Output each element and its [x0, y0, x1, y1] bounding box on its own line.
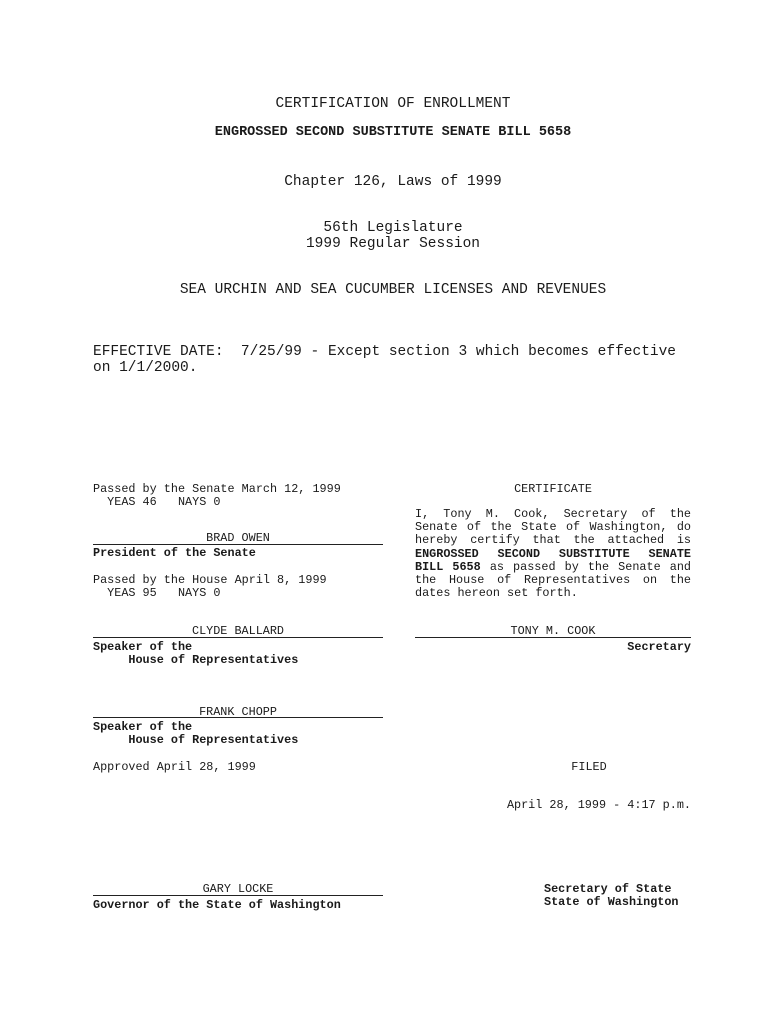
certificate-heading: CERTIFICATE — [514, 482, 592, 496]
legislature-line: 56th Legislature — [323, 220, 463, 236]
house-title-2a: Speaker of the — [93, 720, 193, 734]
secretary-signature-line — [415, 637, 691, 638]
filed-datetime: April 28, 1999 - 4:17 p.m. — [506, 798, 691, 812]
senate-signature-line — [93, 544, 383, 545]
bill-subject: SEA URCHIN AND SEA CUCUMBER LICENSES AND REVENUES — [179, 282, 607, 298]
senate-signer: BRAD OWEN — [206, 531, 270, 545]
secretary-of-state-line2: State of Washington — [544, 895, 679, 909]
house-passed: Passed by the House April 8, 1999 — [93, 573, 327, 587]
senate-passed: Passed by the Senate March 12, 1999 — [93, 482, 341, 496]
secretary-title: Secretary — [627, 640, 691, 654]
governor-title: Governor of the State of Washington — [93, 898, 341, 912]
house-title-1b: House of Representatives — [93, 653, 299, 667]
house-signer-2: FRANK CHOPP — [199, 705, 277, 719]
certificate-bill-name: ENGROSSED SECOND SUBSTITUTE SENATE BILL 5658 — [415, 546, 691, 574]
house-signer-1: CLYDE BALLARD — [191, 624, 285, 638]
governor-signature-line — [93, 895, 383, 896]
secretary-of-state-line1: Secretary of State — [544, 882, 672, 896]
chapter-line: Chapter 126, Laws of 1999 — [284, 174, 502, 190]
senate-votes: YEAS 46 NAYS 0 — [93, 495, 221, 509]
certificate-body — [415, 508, 691, 600]
effective-date-line1: EFFECTIVE DATE: 7/25/99 - Except section 3 which becomes effective — [93, 344, 676, 360]
house-title-1a: Speaker of the — [93, 640, 193, 654]
house-title-2b: House of Representatives — [93, 733, 299, 747]
house-signature-line-2 — [93, 717, 383, 718]
certificate-body-tail: as passed by the Senate and the House of Representatives on the dates hereon set forth. — [415, 559, 691, 601]
effective-date-line2: on 1/1/2000. — [93, 360, 198, 376]
bill-title: ENGROSSED SECOND SUBSTITUTE SENATE BILL 5658 — [214, 125, 572, 140]
house-votes: YEAS 95 NAYS 0 — [93, 586, 221, 600]
session-line: 1999 Regular Session — [305, 236, 481, 252]
house-signature-line-1 — [93, 637, 383, 638]
secretary-signer: TONY M. COOK — [510, 624, 596, 638]
filed-label: FILED — [571, 760, 607, 774]
senate-title: President of the Senate — [93, 546, 256, 560]
approved-date: Approved April 28, 1999 — [93, 760, 256, 774]
certification-heading: CERTIFICATION OF ENROLLMENT — [275, 96, 511, 112]
certificate-body-lead: I, Tony M. Cook, Secretary of the Senate of the State of Washington, do hereby certify that the attached is — [415, 507, 691, 548]
governor-signer: GARY LOCKE — [202, 882, 274, 896]
